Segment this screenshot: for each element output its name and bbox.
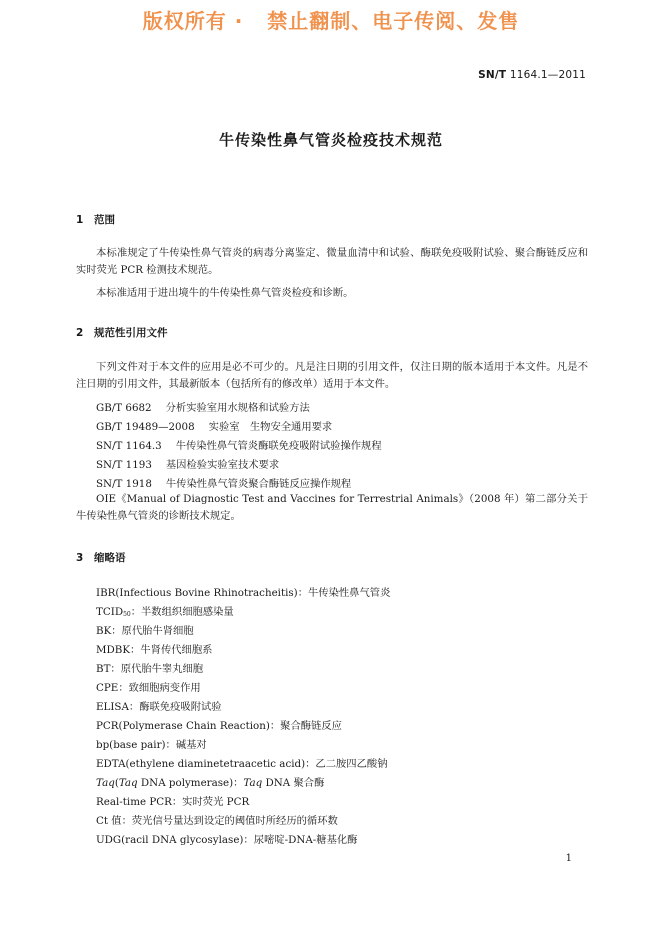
section-number: 3 (76, 552, 84, 564)
abbreviation-bp: bp(base pair)：碱基对 (96, 739, 207, 751)
reference-desc: 基因检验实验室技术要求 (165, 459, 280, 471)
section-3-heading (76, 550, 126, 565)
abbreviation-tcid50 (96, 603, 234, 618)
abbreviation-edta: EDTA(ethylene diaminetetraacetic acid)：乙二胺四乙酸钠 (96, 758, 388, 770)
tcid-term: TCID (96, 606, 124, 618)
reference-item (96, 418, 332, 433)
section-number: 2 (76, 327, 84, 339)
abbreviation-cpe: CPE：致细胞病变作用 (96, 682, 201, 694)
taq-text: DNA 聚合酶 (262, 777, 325, 789)
standard-code: 1164.1—2011 (509, 69, 586, 81)
section-title: 范围 (94, 214, 115, 226)
abbreviation-bk: BK：原代胎牛肾细胞 (96, 625, 194, 637)
reference-item (96, 437, 382, 452)
section-title: 规范性引用文件 (94, 327, 168, 339)
standard-prefix: SN/T (478, 69, 507, 81)
section-1-heading (76, 212, 115, 227)
reference-item (96, 475, 351, 490)
abbreviation-ibr: IBR(Infectious Bovine Rhinotracheitis)：牛传染性鼻气管炎 (96, 587, 391, 599)
abbreviation-realtime-pcr: Real-time PCR：实时荧光 PCR (96, 796, 250, 808)
copyright-watermark: 版权所有 · 禁止翻制、电子传阅、发售 (142, 9, 520, 33)
abbreviation-elisa: ELISA：酶联免疫吸附试验 (96, 701, 222, 713)
abbreviation-pcr: PCR(Polymerase Chain Reaction)：聚合酶链反应 (96, 720, 342, 732)
reference-code: SN/T 1193 (96, 459, 152, 471)
reference-item (96, 456, 279, 471)
oie-reference: OIE《Manual of Diagnostic Test and Vaccines for Terrestrial Animals》（2008 年）第二部分关于牛传染性鼻气管炎的诊断技术规定。 (76, 493, 588, 522)
reference-desc: 分析实验室用水规格和试验方法 (165, 402, 310, 414)
reference-code: SN/T 1164.3 (96, 440, 162, 452)
applicability-paragraph: 本标准适用于进出境牛的牛传染性鼻气管炎检疫和诊断。 (96, 287, 354, 299)
taq-paren: ( (114, 777, 119, 789)
tcid-definition: ：半数组织细胞感染量 (130, 606, 234, 618)
taq-italic: Taq (243, 777, 263, 789)
taq-italic: Taq (118, 777, 138, 789)
taq-italic: Taq (96, 777, 115, 789)
abbreviation-ct: Ct 值：荧光信号量达到设定的阈值时所经历的循环数 (96, 815, 338, 827)
scope-paragraph: 本标准规定了牛传染性鼻气管炎的病毒分离鉴定、微量血清中和试验、酶联免疫吸附试验、聚合酶链反应和实时荧光 PCR 检测技术规范。 (76, 247, 588, 276)
references-intro-paragraph: 下列文件对于本文件的应用是必不可少的。凡是注日期的引用文件，仅注日期的版本适用于本文件。凡是不注日期的引用文件，其最新版本（包括所有的修改单）适用于本文件。 (76, 361, 588, 390)
reference-item (96, 399, 310, 414)
document-title: 牛传染性鼻气管炎检疫技术规范 (218, 131, 443, 149)
abbreviation-bt: BT：原代胎牛睾丸细胞 (96, 663, 204, 675)
section-title: 缩略语 (94, 552, 126, 564)
reference-code: GB/T 6682 (96, 402, 152, 414)
abbreviation-udg: UDG(racil DNA glycosylase)：尿嘧啶-DNA-糖基化酶 (96, 834, 358, 846)
reference-desc: 实验室 生物安全通用要求 (208, 421, 333, 433)
section-2-heading (76, 325, 168, 340)
reference-code: GB/T 19489—2008 (96, 421, 195, 433)
taq-text: DNA polymerase)： (137, 777, 244, 789)
section-number: 1 (76, 214, 84, 226)
reference-code: SN/T 1918 (96, 478, 152, 490)
tcid-subscript: 50 (123, 611, 131, 618)
reference-desc: 牛传染性鼻气管炎聚合酶链反应操作规程 (165, 478, 352, 490)
standard-number (478, 69, 586, 81)
abbreviation-mdbk: MDBK：牛肾传代细胞系 (96, 644, 213, 656)
reference-desc: 牛传染性鼻气管炎酶联免疫吸附试验操作规程 (175, 440, 382, 452)
abbreviation-taq (96, 774, 324, 789)
page-number: 1 (565, 853, 572, 864)
